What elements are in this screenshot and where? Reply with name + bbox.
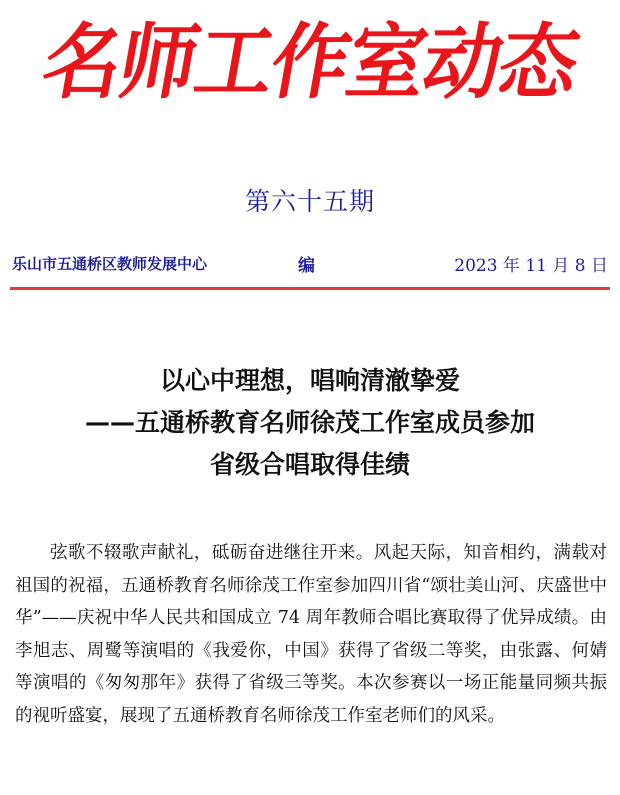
article-paragraph: 弦歌不辍歌声献礼，砥砺奋进继往开来。风起天际，知音相约，满载对祖国的祝福，五通桥教育名师徐茂工作室参加四川省“颂壮美山河、庆盛世中华”——庆祝中华人民共和国成立 74 周年教师合唱比赛取得了优异成绩。由李旭志、周鹭等演唱的《我爱你，中国》获得了省级二等奖，由张露、何婧等演唱的《匆匆那年》获得了省级三等奖。本次参赛以一场正能量同频共振的视听盛宴，展现了五通桥教育名师徐茂工作室老师们的风采。 bbox=[15, 543, 607, 726]
header-divider bbox=[10, 287, 610, 290]
edit-label: 编 bbox=[298, 256, 315, 276]
masthead-title: 名师工作室动态 bbox=[35, 15, 585, 111]
publisher-name: 乐山市五通桥区教师发展中心 bbox=[12, 255, 208, 273]
headline-line-3: 省级合唱取得佳绩 bbox=[209, 450, 410, 479]
article-headline bbox=[0, 360, 620, 486]
headline-line-2: ——五通桥教育名师徐茂工作室成员参加 bbox=[84, 408, 535, 437]
publish-date: 2023 年 11 月 8 日 bbox=[454, 256, 608, 276]
headline-line-1: 以心中理想，唱响清澈挚爱 bbox=[159, 366, 460, 395]
publisher-row bbox=[12, 249, 608, 275]
issue-number: 第六十五期 bbox=[244, 187, 375, 216]
masthead bbox=[0, 8, 620, 118]
